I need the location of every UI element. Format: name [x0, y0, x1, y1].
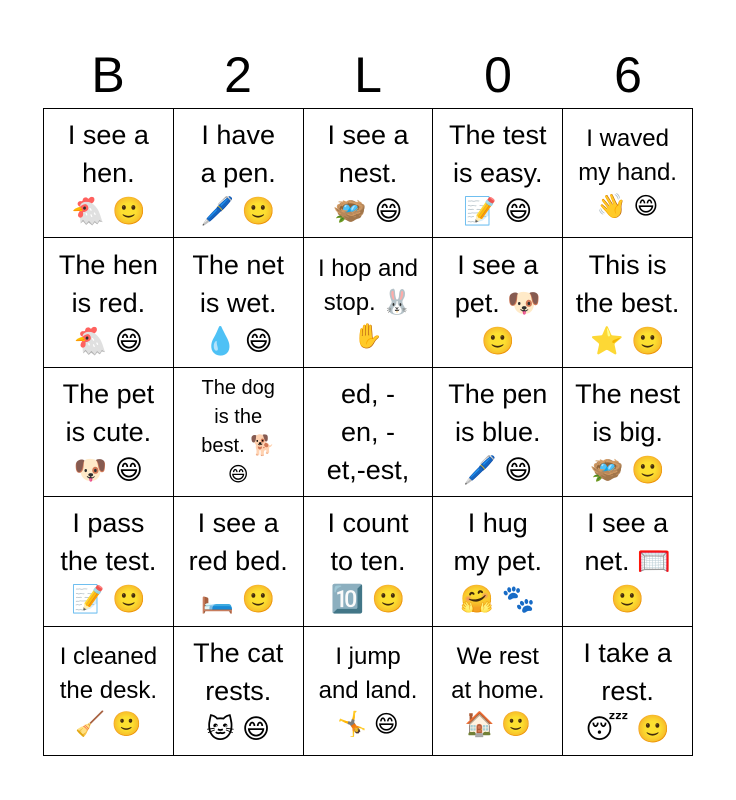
bingo-cell[interactable] [174, 497, 304, 626]
cell-text: I pass the test. 📝 🙂 [60, 508, 157, 615]
cell-text: The nest is big. 🪺 🙂 [575, 378, 681, 485]
cell-text: I count to ten. 🔟 🙂 [327, 508, 409, 615]
cell-text: The dog is the best. 🐕 😄 [201, 376, 276, 486]
cell-text: The pen is blue. 🖊️ 😄 [448, 378, 548, 485]
header-letter-3: L [354, 47, 382, 103]
cell-text: ed, - en, - et,-est, [326, 378, 410, 485]
cell-text: I cleaned the desk. 🧹 🙂 [59, 642, 158, 738]
cell-text: The hen is red. 🐔 😄 [58, 249, 158, 356]
bingo-cell[interactable] [563, 238, 693, 367]
bingo-cell[interactable] [44, 497, 174, 626]
cell-text: This is the best. ⭐ 🙂 [575, 249, 680, 356]
header-letter-4: 0 [484, 47, 512, 103]
bingo-cell[interactable] [433, 497, 563, 626]
bingo-header [43, 42, 693, 108]
cell-text: I hug my pet. 🤗 🐾 [453, 508, 543, 615]
bingo-cell[interactable] [304, 109, 434, 238]
bingo-cell[interactable] [174, 627, 304, 756]
bingo-cell[interactable] [174, 109, 304, 238]
bingo-cell[interactable] [174, 368, 304, 497]
header-letter-1: B [91, 47, 125, 103]
bingo-cell[interactable] [304, 238, 434, 367]
bingo-cell[interactable] [304, 497, 434, 626]
cell-text: I see a nest. 🪺 😄 [327, 120, 409, 227]
bingo-cell[interactable] [433, 238, 563, 367]
header-letter-5: 6 [614, 47, 642, 103]
cell-text: The cat rests. 🐱 😄 [193, 637, 284, 744]
bingo-cell[interactable] [44, 627, 174, 756]
cell-text: I have a pen. 🖊️ 🙂 [200, 120, 276, 227]
bingo-cell[interactable] [433, 368, 563, 497]
bingo-cell[interactable] [563, 368, 693, 497]
cell-text: I see a hen. 🐔 🙂 [67, 120, 149, 227]
cell-text: The pet is cute. 🐶 😄 [62, 378, 155, 485]
bingo-card-grid [43, 108, 693, 756]
cell-text: I hop and stop. 🐰 ✋ [317, 254, 419, 350]
bingo-cell[interactable] [563, 497, 693, 626]
bingo-cell[interactable] [563, 627, 693, 756]
bingo-cell[interactable] [563, 109, 693, 238]
cell-text: I see a net. 🥅 🙂 [584, 508, 671, 615]
cell-text: We rest at home. 🏠 🙂 [451, 642, 545, 738]
bingo-cell[interactable] [304, 627, 434, 756]
cell-text: I see a red bed. 🛏️ 🙂 [188, 508, 288, 615]
cell-text: I jump and land. 🤸 😄 [318, 642, 418, 738]
cell-text: I take a rest. 😴 🙂 [583, 637, 672, 744]
cell-text: The net is wet. 💧 😄 [192, 249, 284, 356]
bingo-cell[interactable] [174, 238, 304, 367]
cell-text: I see a pet. 🐶 🙂 [454, 249, 541, 356]
bingo-cell[interactable] [433, 109, 563, 238]
bingo-cell[interactable] [44, 368, 174, 497]
bingo-cell[interactable] [44, 238, 174, 367]
cell-text: The test is easy. 📝 😄 [449, 120, 547, 227]
bingo-cell[interactable] [44, 109, 174, 238]
cell-text: I waved my hand. 👋 😄 [578, 125, 677, 221]
header-letter-2: 2 [224, 47, 252, 103]
bingo-cell[interactable] [433, 627, 563, 756]
bingo-cell[interactable] [304, 368, 434, 497]
